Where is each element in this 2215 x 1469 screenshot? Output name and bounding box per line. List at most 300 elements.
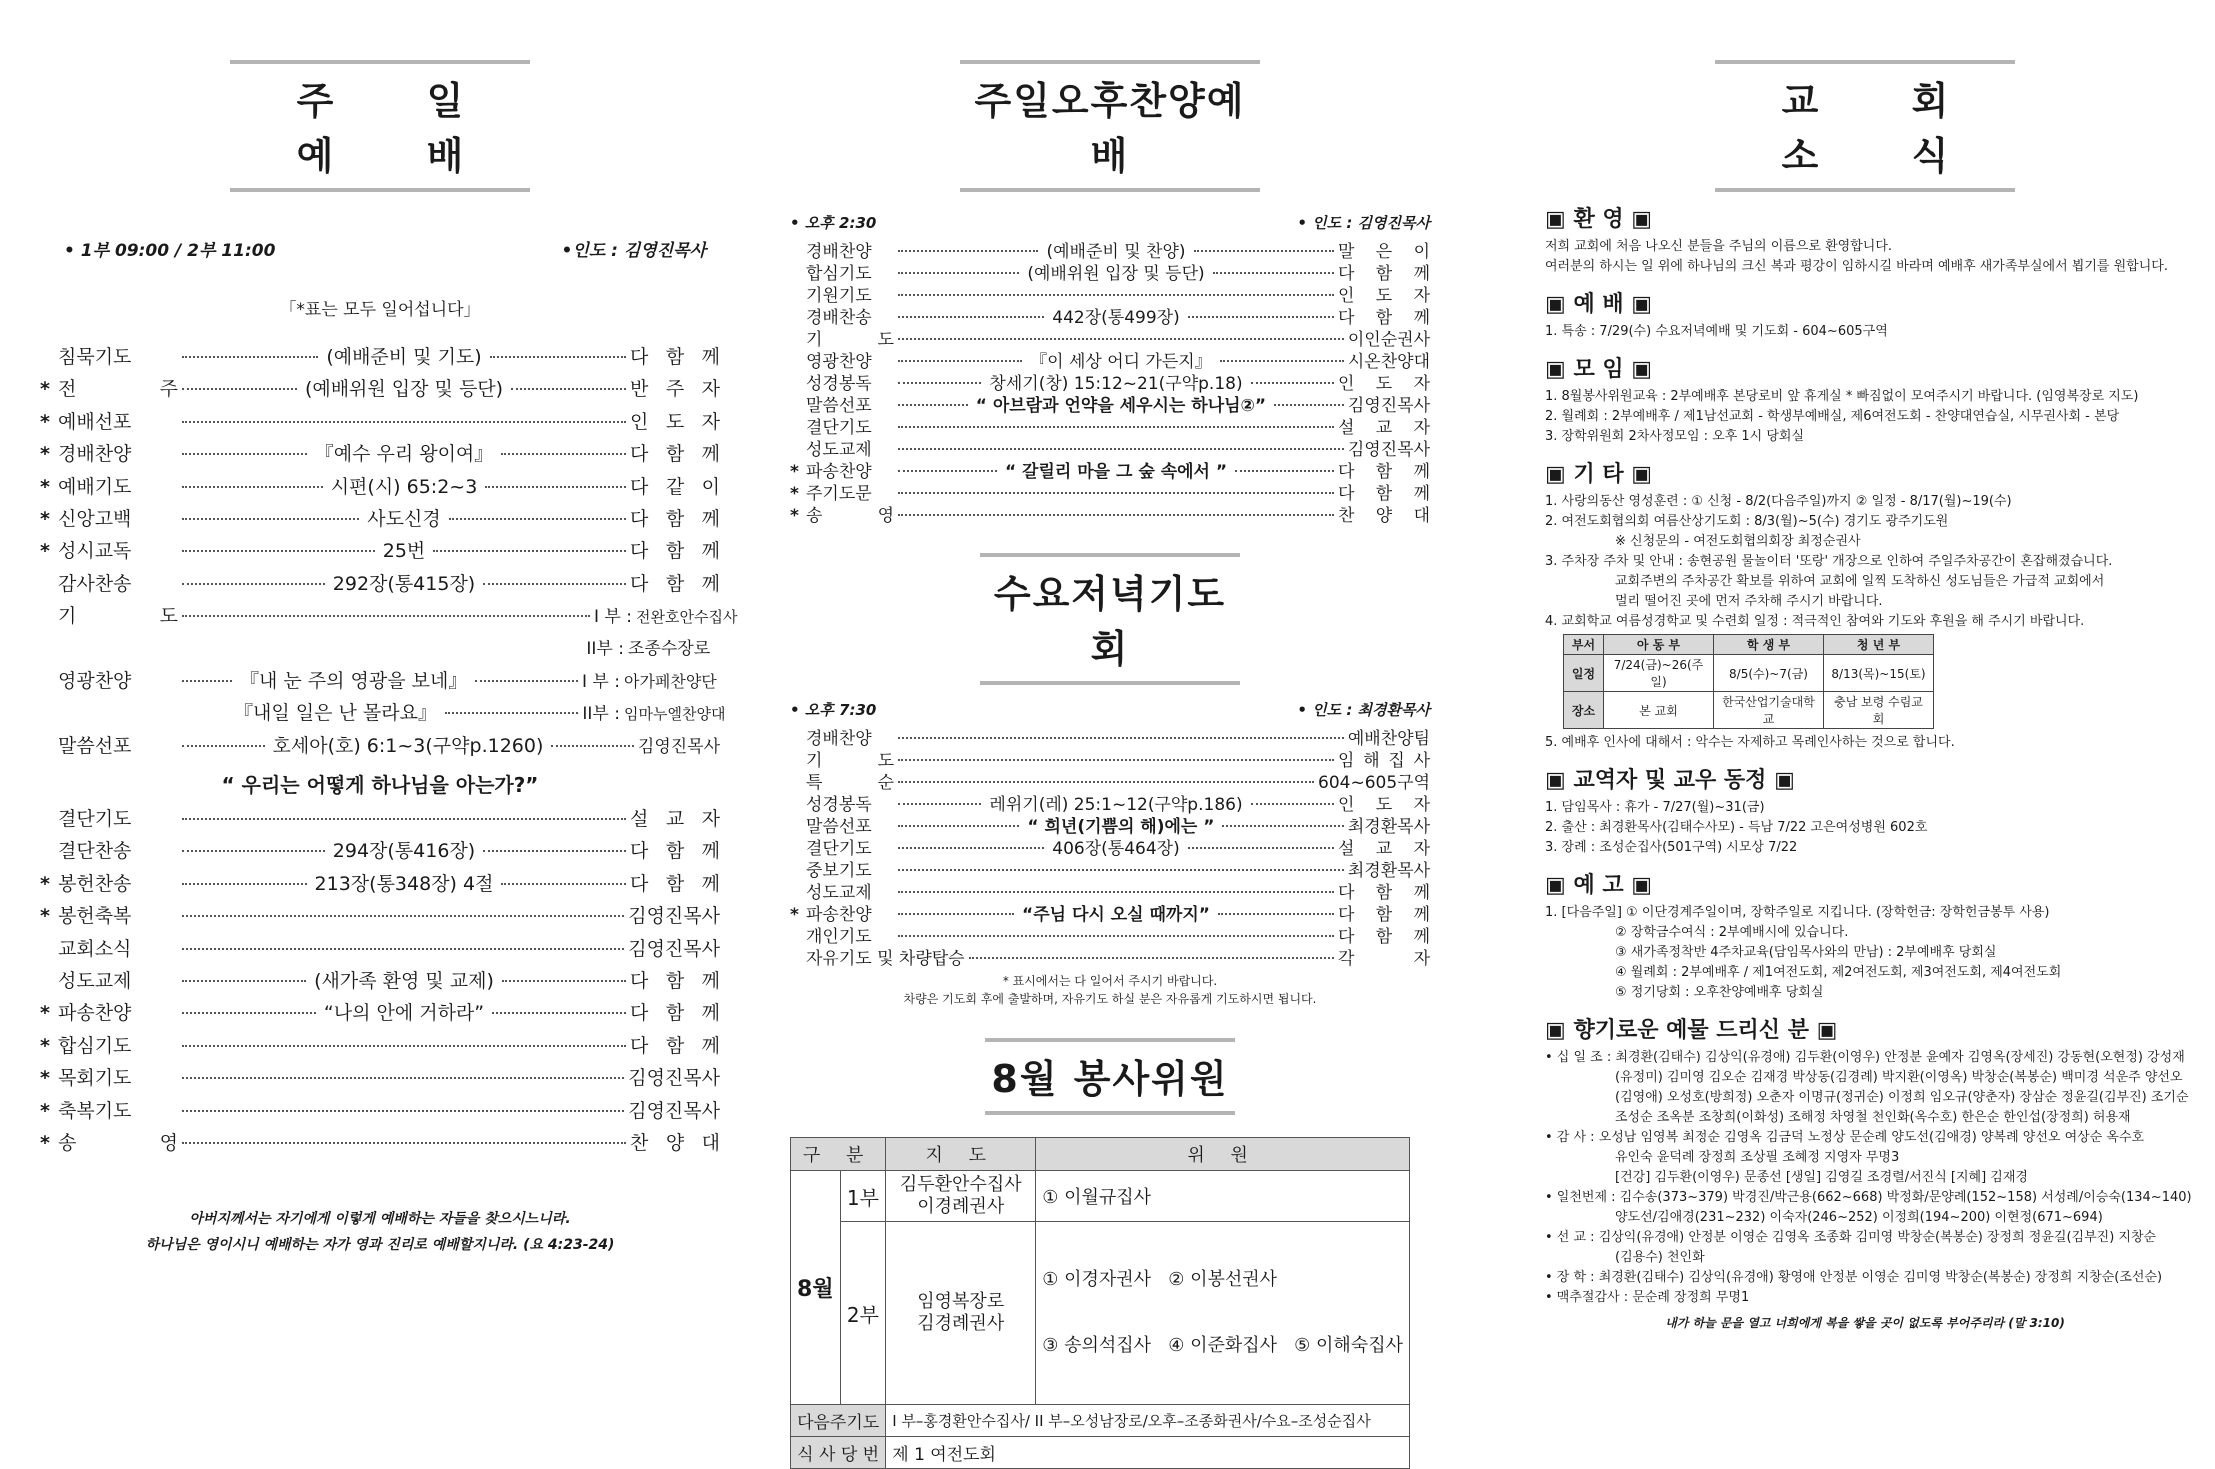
service-time: • 1부 09:00 / 2부 11:00 — [64, 241, 276, 261]
news-line: 2. 월례회 : 2부예배후 / 제1남선교회 - 학생부예배실, 제6여전도회 - 찬양대연습실, 시무권사회 - 본당 — [1545, 409, 2120, 424]
news-heading-etc: ▣ 기 타 ▣ — [1545, 462, 1653, 487]
dot-leader — [182, 1142, 626, 1144]
order-item: 기원기도 — [806, 286, 872, 306]
news-line: 양도선/김애경(231~232) 이숙자(246~252) 이정희(194~200) 이현정(671~694) — [1615, 1210, 2103, 1225]
order-leader: 다 함 께 — [1338, 308, 1430, 328]
order-content: 레위기(레) 25:1~12(구약p.186) — [989, 795, 1243, 815]
wednesday-info — [790, 699, 1430, 720]
order-item: 성시교독 — [58, 540, 132, 563]
order-row — [790, 768, 1430, 793]
order-row — [790, 878, 1430, 903]
order-row — [40, 439, 720, 471]
order-row — [40, 407, 720, 439]
order-leader: 다 함 께 — [630, 346, 721, 368]
wednesday-notes — [790, 972, 1430, 1008]
order-item: 영광찬양 — [806, 352, 872, 372]
dot-leader — [1251, 803, 1334, 805]
order-leader: 다 함 께 — [1338, 484, 1430, 504]
guide-name: 이경례권사 — [917, 1196, 1005, 1217]
dot-leader — [1220, 360, 1344, 362]
order-row — [790, 325, 1430, 350]
order-content: 『예수 우리 왕이여』 — [314, 443, 494, 466]
order-leader: 다 함 께 — [1338, 462, 1431, 482]
order-row — [790, 391, 1431, 416]
news-line: 4. 교회학교 여름성경학교 및 수련회 일정 : 적극적인 참여와 기도와 후원을 해 주시기 바랍니다. — [1545, 614, 2085, 629]
praise-song-2: 『내일 일은 난 몰라요』 — [234, 702, 437, 725]
dot-leader — [501, 883, 626, 885]
table-cell: 본 교회 — [1604, 692, 1714, 729]
order-leader: 다 함 께 — [630, 1034, 720, 1057]
dot-leader — [485, 486, 626, 488]
afternoon-column — [790, 60, 1430, 1469]
part-cell: 1부 — [840, 1171, 886, 1222]
member-line: ③ 송의석집사 ④ 이준화집사 ⑤ 이해숙집사 — [1042, 1335, 1403, 1356]
order-leader: 설 교 자 — [630, 808, 720, 831]
dot-leader — [182, 1012, 316, 1014]
order-row — [40, 998, 720, 1030]
order-row — [40, 504, 720, 536]
dot-leader — [898, 338, 1344, 340]
order-row — [40, 1063, 720, 1095]
news-etc — [1545, 492, 2185, 753]
dot-leader — [182, 421, 626, 423]
order-leader: 김영진목사 — [1347, 396, 1431, 416]
news-line: 1. 8월봉사위원교육 : 2부예배후 본당로비 앞 휴게실 * 빠짐없이 모여주시기 바랍니다. (임영복장로 지도) — [1545, 389, 2139, 404]
dot-leader — [898, 803, 981, 805]
afternoon-order — [790, 237, 1431, 526]
order-item: 경배찬양 — [806, 729, 872, 749]
order-leader: 다 함 께 — [630, 540, 720, 563]
dot-leader — [182, 356, 318, 358]
part-cell: 2부 — [840, 1222, 886, 1405]
order-content: “나의 안에 거하라” — [323, 1002, 485, 1025]
dot-leader — [1213, 272, 1334, 274]
news-line: (김영애) 오성호(방희정) 오춘자 이명규(정귀순) 이정희 임오규(양춘자) 장삼순 정윤길(김부진) 조기순 — [1615, 1090, 2189, 1105]
order-row-prayer-2 — [40, 634, 720, 666]
order-leader: 다 함 께 — [1338, 264, 1430, 284]
order-of-worship-part1 — [40, 342, 720, 601]
order-leader: 찬 양 대 — [1338, 506, 1430, 526]
stand-mark: * — [40, 905, 50, 928]
order-leader: 다 함 께 — [630, 872, 720, 895]
news-line: ④ 월례회 : 2부예배후 / 제1여전도회, 제2여전도회, 제3여전도회, 제4여전도회 — [1615, 965, 2062, 980]
order-item: 자유기도 및 차량탑승 — [806, 949, 965, 969]
order-content: 창세기(창) 15:12~21(구약p.18) — [989, 374, 1243, 394]
order-content: (예배위원 입장 및 등단) — [304, 378, 504, 401]
order-leader: 김영진목사 — [628, 937, 720, 960]
order-item: 파송찬양 — [58, 1002, 132, 1025]
news-notice — [1545, 903, 2185, 1003]
dot-leader — [898, 316, 1044, 318]
order-item: 목회기도 — [58, 1067, 132, 1090]
afternoon-info — [790, 212, 1430, 233]
stand-mark: * — [40, 540, 50, 563]
news-line: 멀리 떨어진 곳에 먼저 주차해 주시기 바랍니다. — [1615, 594, 1883, 609]
section-title-wednesday-prayer: 수요저녁기도회 — [980, 553, 1240, 685]
order-item: 기 도 — [806, 330, 894, 350]
order-content: 사도신경 — [367, 507, 441, 530]
news-line: 조성순 조옥분 조창희(이화성) 조해정 차영철 천인화(옥수호) 한은순 한인섭(장정희) 허용재 — [1615, 1110, 2131, 1125]
order-item: 결단기도 — [806, 839, 872, 859]
order-item: 성경봉독 — [806, 374, 872, 394]
order-item: 전 주 — [58, 378, 178, 401]
order-item: 봉헌찬송 — [58, 872, 132, 895]
order-leader: 604~605구역 — [1318, 773, 1430, 793]
order-leader: 최경환목사 — [1347, 861, 1430, 881]
news-line: 5. 예배후 인사에 대해서 : 악수는 자제하고 목례인사하는 것으로 합니다. — [1545, 735, 1955, 750]
news-line: ② 장학금수여식 : 2부예배시에 있습니다. — [1615, 925, 1849, 940]
table-header-row — [1564, 635, 1934, 655]
stand-mark: * — [790, 484, 799, 504]
news-line: • 선 교 : 김상익(유경애) 안정분 이영순 김영옥 조종화 김미영 박창순(복봉순) 장정희 정윤길(김부진) 지창순 — [1545, 1230, 2157, 1245]
order-row — [40, 804, 720, 836]
order-row — [40, 1096, 720, 1128]
news-line: 3. 주차장 주차 및 안내 : 송현공원 물놀이터 '또랑' 개장으로 인하여 주일주차공간이 혼잡해졌습니다. — [1545, 554, 2113, 569]
order-row — [790, 259, 1430, 284]
news-line: 2. 출산 : 최경환목사(김태수사모) - 득남 7/22 고은여성병원 602호 — [1545, 820, 1928, 835]
order-item: 특 순 — [806, 773, 894, 793]
dot-leader — [1274, 404, 1344, 406]
news-line: 2. 여전도회협의회 여름산상기도회 : 8/3(월)~5(수) 경기도 광주기도원 — [1545, 514, 1949, 529]
news-worship — [1545, 322, 2185, 342]
order-item: 말씀선포 — [806, 817, 872, 837]
dot-leader — [182, 615, 590, 617]
news-heading-notice: ▣ 예 고 ▣ — [1545, 873, 1653, 898]
order-leader: 임 해 집 사 — [1338, 751, 1430, 771]
order-item: 송 영 — [806, 506, 894, 526]
news-line: • 장 학 : 최경환(김태수) 김상익(유경애) 황영애 안정분 이영순 김미영 박창순(복봉순) 장정희 지창순(조선순) — [1545, 1270, 2163, 1285]
order-row — [40, 342, 720, 374]
news-line: • 감 사 : 오성남 임영복 최정순 김영옥 김금덕 노정상 문순례 양도선(김애경) 양복례 양선오 여상순 옥수호 — [1545, 1130, 2145, 1145]
dot-leader — [182, 1077, 624, 1079]
order-row — [790, 790, 1431, 815]
order-leader: 김영진목사 — [628, 1099, 720, 1122]
guide-name: 김경례권사 — [917, 1313, 1005, 1334]
service-info — [40, 236, 720, 261]
dot-leader — [898, 382, 981, 384]
members-cell: ① 이월규집사 — [1036, 1171, 1410, 1222]
order-row — [40, 1128, 720, 1160]
table-row — [791, 1405, 1410, 1437]
order-item: 축복기도 — [58, 1099, 132, 1122]
order-item: 말씀선포 — [806, 396, 872, 416]
dot-leader — [1194, 250, 1334, 252]
dot-leader — [492, 1012, 626, 1014]
dot-leader — [898, 492, 1334, 494]
closing-verse — [40, 1206, 720, 1258]
dot-leader — [898, 891, 1334, 893]
order-item: 기 도 — [806, 751, 894, 771]
stand-mark: * — [40, 378, 50, 401]
news-line: 유인숙 윤덕례 장정희 조상필 조혜정 지영자 무명3 — [1615, 1150, 1900, 1165]
dot-leader — [182, 883, 307, 885]
dot-leader — [483, 583, 626, 585]
news-heading-welcome: ▣ 환 영 ▣ — [1545, 207, 1653, 232]
order-content: “ 희년(기쁨의 해)에는 ” — [1027, 817, 1215, 837]
news-line: (김용수) 천인화 — [1615, 1250, 1705, 1265]
order-row — [790, 413, 1430, 438]
order-content: 『이 세상 어디 가든지』 — [1030, 352, 1212, 372]
order-item: 합심기도 — [806, 264, 872, 284]
summer-school-table — [1563, 634, 1934, 729]
members-cell — [1036, 1222, 1410, 1405]
dot-leader — [182, 486, 323, 488]
prayer-leader-1: 전완호안수집사 — [636, 608, 738, 627]
service-leader: •인도 : 김영진목사 — [561, 241, 706, 261]
news-staff — [1545, 798, 2185, 858]
dot-leader — [898, 404, 968, 406]
table-cell: 한국산업기술대학교 — [1714, 692, 1824, 729]
stand-mark: * — [40, 1034, 50, 1057]
table-row — [791, 1437, 1410, 1469]
table-header-cell: 아 동 부 — [1604, 635, 1714, 655]
dot-leader — [898, 913, 1014, 915]
guide-name: 김두환안수집사 — [899, 1174, 1022, 1195]
order-item: 영광찬양 — [58, 669, 132, 692]
order-row — [40, 836, 720, 868]
order-row — [40, 901, 720, 933]
table-cell: 충남 보령 수림교회 — [1824, 692, 1934, 729]
meal-duty-label: 식 사 당 번 — [791, 1437, 886, 1469]
table-header-cell: 학 생 부 — [1714, 635, 1824, 655]
dot-leader — [182, 388, 297, 390]
news-line: 1. [다음주일] ① 이단경계주일이며, 장학주일로 지킵니다. (장학헌금: 장학헌금봉투 사용) — [1545, 905, 2050, 920]
order-item: 감사찬송 — [58, 572, 132, 595]
order-row — [40, 1031, 720, 1063]
order-leader: 다 함 께 — [630, 1002, 720, 1025]
table-cell: 장소 — [1564, 692, 1604, 729]
order-item: 파송찬양 — [806, 462, 872, 482]
order-leader: 인 도 자 — [1338, 795, 1431, 815]
order-leader: 최경환목사 — [1347, 817, 1430, 837]
order-row — [790, 900, 1430, 925]
news-line: 교회주변의 주차공간 확보를 위하여 교회에 일찍 도착하신 성도님들은 가급적 교회에서 — [1615, 574, 2105, 589]
stand-mark: * — [790, 462, 799, 482]
section-title-sunday-worship: 주 일 예 배 — [230, 60, 530, 192]
news-line: ※ 신청문의 - 여전도회협의회장 최정순권사 — [1615, 534, 1861, 549]
dot-leader — [898, 426, 1334, 428]
scripture-reference: 호세아(호) 6:1~3(구약p.1260) — [272, 734, 544, 757]
stand-mark: * — [40, 443, 50, 466]
news-heading-staff: ▣ 교역자 및 교우 동정 ▣ — [1545, 768, 1795, 793]
dot-leader — [182, 583, 325, 585]
order-row — [40, 472, 720, 504]
stand-mark: * — [40, 1099, 50, 1122]
order-item: 봉헌축복 — [58, 905, 132, 928]
guide-cell — [886, 1171, 1036, 1222]
order-leader: 설 교 자 — [1338, 839, 1430, 859]
church-news-column — [1545, 60, 2192, 1336]
news-line: ③ 새가족정착반 4주차교육(담임목사와의 만남) : 2부예배후 당회실 — [1615, 945, 1997, 960]
dot-leader — [898, 294, 1334, 296]
order-leader: 김영진목사 — [628, 905, 720, 928]
order-row — [790, 479, 1430, 504]
news-line: • 일천번제 : 김수송(373~379) 박경진/박근용(662~668) 박정화/문양례(152~158) 서성례/이승숙(134~140) — [1545, 1190, 2192, 1205]
order-row — [40, 869, 720, 901]
order-leader: 설 교 자 — [1338, 418, 1430, 438]
order-row — [790, 944, 1430, 969]
table-row — [791, 1222, 1410, 1405]
order-item: 경배찬양 — [58, 443, 132, 466]
order-row — [40, 934, 720, 966]
dot-leader — [1188, 316, 1334, 318]
dot-leader — [490, 356, 626, 358]
dot-leader — [483, 850, 626, 852]
order-content: 294장(통416장) — [332, 840, 476, 863]
part-label: II부 : — [582, 704, 620, 725]
order-item: 결단기도 — [806, 418, 872, 438]
dot-leader — [898, 250, 1038, 252]
dot-leader — [898, 825, 1019, 827]
order-row-word — [40, 731, 720, 763]
dot-leader — [511, 388, 626, 390]
header-members: 위 원 — [1036, 1138, 1410, 1171]
table-row — [1564, 655, 1934, 692]
standing-notice: 「*표는 모두 일어섭니다」 — [279, 300, 481, 320]
news-line: • 십 일 조 : 최경환(김태수) 김상익(유경애) 김두환(이영우) 안정분 윤예자 김영옥(장세진) 강동현(오현정) 강성재 — [1545, 1050, 2185, 1065]
order-of-worship-part2 — [40, 804, 720, 1160]
header-division: 구 분 — [791, 1138, 886, 1171]
order-item: 송 영 — [58, 1131, 178, 1154]
dot-leader — [898, 935, 1334, 937]
part-label: II부 : — [586, 638, 624, 659]
news-line: • 맥추절감사 : 문순례 장정희 무명1 — [1545, 1290, 1750, 1305]
order-row-praise — [40, 666, 720, 698]
praise-song-1: 『내 눈 주의 영광을 보네』 — [240, 669, 468, 692]
order-leader: 각 자 — [1338, 949, 1430, 969]
order-item: 침묵기도 — [58, 346, 132, 368]
order-row — [790, 746, 1430, 771]
member-line: ① 이경자권사 ② 이봉선권사 — [1042, 1269, 1278, 1290]
order-row — [790, 435, 1430, 460]
dot-leader — [182, 518, 359, 520]
dot-leader — [898, 759, 1334, 761]
order-leader: 다 함 께 — [630, 970, 720, 993]
table-cell: 일정 — [1564, 655, 1604, 692]
dot-leader — [182, 453, 307, 455]
sunday-worship-column — [40, 60, 738, 1258]
news-line: 1. 사랑의동산 영성훈련 : ① 신청 - 8/2(다음주일)까지 ② 일정 - 8/17(월)~19(수) — [1545, 494, 2012, 509]
news-line: 3. 장학위원회 2차사정모임 : 오후 1시 당회실 — [1545, 429, 1805, 444]
order-leader: 인 도 자 — [630, 410, 720, 433]
dot-leader — [182, 850, 325, 852]
order-row — [790, 237, 1430, 262]
order-leader: 다 함 께 — [1338, 905, 1430, 925]
table-cell: 8/13(목)~15(토) — [1824, 655, 1934, 692]
sermon-title: “ 우리는 어떻게 하나님을 아는가?” — [221, 773, 539, 798]
dot-leader — [502, 980, 626, 982]
news-line: [건강] 김두환(이영우) 문종선 [생일] 김영길 조경렬/서진식 [지혜] 김재경 — [1615, 1170, 2028, 1185]
order-content: (예배위원 입장 및 등단) — [1027, 264, 1205, 284]
order-content: 442장(통499장) — [1052, 308, 1180, 328]
order-leader: 다 함 께 — [630, 572, 721, 595]
dot-leader — [182, 1045, 626, 1047]
table-row — [791, 1171, 1410, 1222]
meal-duty-value: 제 1 여전도회 — [886, 1437, 1410, 1469]
dot-leader — [898, 869, 1344, 871]
dot-leader — [433, 550, 626, 552]
stand-mark: * — [790, 905, 799, 925]
stand-mark: * — [40, 475, 50, 498]
order-leader: 말 은 이 — [1338, 242, 1430, 262]
order-item: 결단기도 — [58, 808, 132, 831]
order-leader: 시온찬양대 — [1347, 352, 1430, 372]
order-row — [790, 812, 1430, 837]
guide-name: 임영복장로 — [917, 1291, 1005, 1312]
order-item: 성도교제 — [806, 883, 872, 903]
order-content: (예배준비 및 찬양) — [1046, 242, 1186, 262]
order-item: 파송찬양 — [806, 905, 872, 925]
stand-mark: * — [40, 1002, 50, 1025]
order-row — [40, 374, 720, 406]
news-offerings — [1545, 1048, 2192, 1308]
order-leader: 다 함 께 — [630, 443, 720, 466]
news-meeting — [1545, 387, 2185, 447]
news-line: 1. 담임목사 : 휴가 - 7/27(월)~31(금) — [1545, 800, 1765, 815]
order-item: 예배기도 — [58, 475, 132, 498]
order-row — [40, 569, 720, 601]
order-item: 기 도 — [58, 605, 178, 628]
order-item: 말씀선포 — [58, 734, 132, 757]
dot-leader — [898, 737, 1344, 739]
section-title-volunteers: 8월 봉사위원 — [985, 1038, 1235, 1115]
order-item: 성도교제 — [58, 970, 132, 993]
order-leader: 다 같 이 — [630, 475, 721, 498]
dot-leader — [1251, 382, 1334, 384]
order-item: 성경봉독 — [806, 795, 872, 815]
order-item: 성도교제 — [806, 440, 872, 460]
dot-leader — [1218, 913, 1334, 915]
order-row — [790, 281, 1430, 306]
dot-leader — [449, 518, 626, 520]
order-row — [790, 922, 1430, 947]
order-leader: 예배찬양팀 — [1347, 729, 1430, 749]
order-row — [790, 856, 1430, 881]
part-label: I 부 : — [594, 607, 632, 628]
order-item: 합심기도 — [58, 1034, 132, 1057]
news-line: 1. 특송 : 7/29(수) 수요저녁예배 및 기도회 - 604~605구역 — [1545, 324, 1888, 339]
order-row — [40, 536, 720, 568]
order-item: 결단찬송 — [58, 840, 132, 863]
order-row — [790, 834, 1430, 859]
order-leader: 인 도 자 — [1338, 374, 1431, 394]
order-item: 경배찬송 — [806, 308, 872, 328]
order-leader: 다 함 께 — [1338, 927, 1430, 947]
news-line: (유정미) 김미영 김오순 김재경 박상동(김경례) 박지환(이영옥) 박창순(복봉순) 백미경 석운주 양선오 — [1615, 1070, 2183, 1085]
news-heading-offerings: ▣ 향기로운 예물 드리신 분 ▣ — [1545, 1018, 1838, 1043]
news-line: ⑤ 정기당회 : 오후찬양예배후 당회실 — [1615, 985, 1824, 1000]
order-content: 25번 — [382, 540, 426, 563]
section-title-afternoon-worship: 주일오후찬양예배 — [960, 60, 1260, 192]
table-cell: 8/5(수)~7(금) — [1714, 655, 1824, 692]
news-heading-worship: ▣ 예 배 ▣ — [1545, 292, 1653, 317]
table-header-row — [791, 1138, 1410, 1171]
dot-leader — [969, 957, 1334, 959]
dot-leader — [182, 680, 232, 682]
dot-leader — [898, 470, 997, 472]
order-content: 213장(통348장) 4절 — [314, 872, 494, 895]
table-cell: 7/24(금)~26(주일) — [1604, 655, 1714, 692]
order-row — [790, 457, 1431, 482]
closing-verse-malachi: 내가 하늘 문을 열고 너희에게 복을 쌓을 곳이 없도록 부어주리라 (말 3:10) — [1665, 1316, 2065, 1330]
dot-leader — [445, 712, 578, 714]
dot-leader — [182, 1110, 624, 1112]
table-row — [1564, 692, 1934, 729]
dot-leader — [182, 818, 626, 820]
part-label: I 부 : — [582, 671, 620, 692]
dot-leader — [501, 453, 626, 455]
dot-leader — [898, 781, 1314, 783]
